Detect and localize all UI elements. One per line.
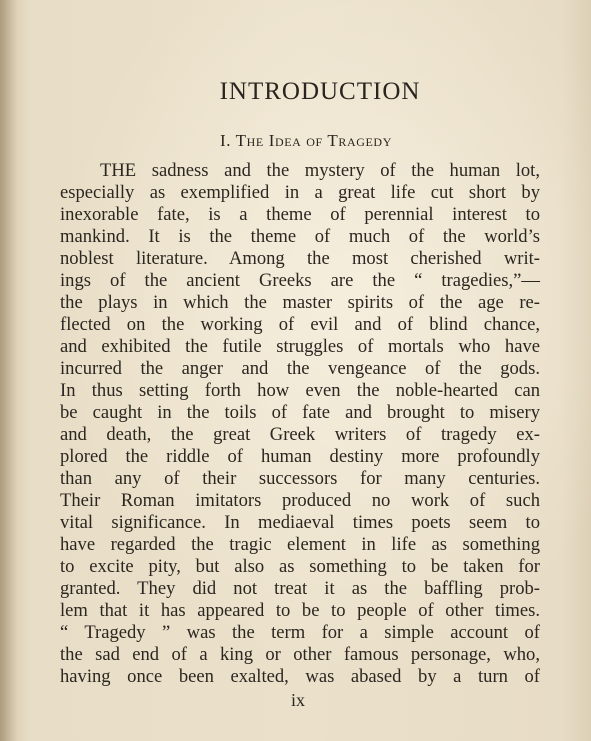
text-line: Their Roman imitators produced no work of such (60, 490, 540, 511)
spine-shadow (0, 0, 18, 741)
text-line: be caught in the toils of fate and brought to misery (60, 402, 540, 423)
chapter-heading: INTRODUCTION (219, 78, 421, 105)
text-line: have regarded the tragic element in life as something (60, 534, 540, 555)
text-line: plored the riddle of human destiny more profoundly (60, 446, 540, 467)
text-line: In thus setting forth how even the noble-hearted can (60, 380, 540, 401)
text-line: THE sadness and the mystery of the human lot, (100, 160, 540, 181)
text-line: “ Tragedy ” was the term for a simple account of (60, 622, 540, 643)
text-line: and exhibited the futile struggles of mortals who have (60, 336, 540, 357)
page-number: ix (290, 690, 305, 710)
text-line: inexorable fate, is a theme of perennial interest to (60, 204, 540, 225)
text-line: and death, the great Greek writers of tragedy ex- (60, 424, 540, 445)
text-line: especially as exemplified in a great life cut short by (60, 182, 540, 203)
text-line: flected on the working of evil and of blind chance, (60, 314, 540, 335)
text-line: lem that it has appeared to be to people of other times. (60, 600, 540, 621)
text-line: to excite pity, but also as something to be taken for (60, 556, 540, 577)
text-line: mankind. It is the theme of much of the world’s (60, 226, 540, 247)
text-line: noblest literature. Among the most cherished writ- (60, 248, 540, 269)
body-paragraph (60, 160, 540, 688)
text-line: than any of their successors for many centuries. (60, 468, 540, 489)
text-line: vital significance. In mediaeval times poets seem to (60, 512, 540, 533)
section-title: I. The Idea of Tragedy (220, 131, 392, 150)
text-line: having once been exalted, was abased by a turn of (60, 666, 540, 687)
text-line: incurred the anger and the vengeance of the gods. (60, 358, 540, 379)
text-line: the sad end of a king or other famous personage, who, (60, 644, 540, 665)
text-line: ings of the ancient Greeks are the “ tragedies,”— (60, 270, 540, 291)
text-line: granted. They did not treat it as the baffling prob- (60, 578, 540, 599)
text-line: the plays in which the master spirits of the age re- (60, 292, 540, 313)
